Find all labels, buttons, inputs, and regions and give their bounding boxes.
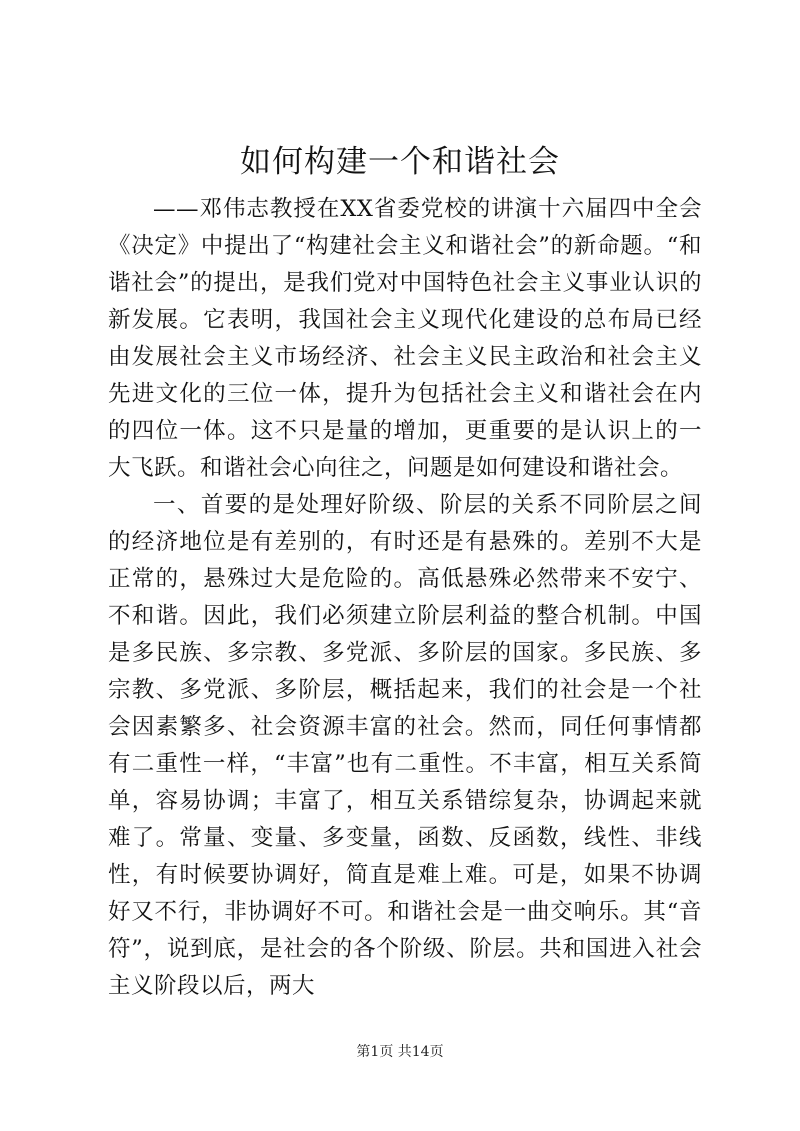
paragraph-intro: ——邓伟志教授在XX省委党校的讲演十六届四中全会《决定》中提出了“构建社会主义和谐社会”的新命题。“和谐社会”的提出，是我们党对中国特色社会主义事业认识的新发展。它表明，我国社会主义现代化建设的总布局已经由发展社会主义市场经济、社会主义民主政治和社会主义先进文化的三位一体，提升为包括社会主义和谐社会在内的四位一体。这不只是量的增加，更重要的是认识上的一大飞跃。和谐社会心向往之，问题是如何建设和谐社会。	[108, 196, 702, 481]
document-body	[108, 191, 702, 1005]
paragraph-section-one: 一、首要的是处理好阶级、阶层的关系不同阶层之间的经济地位是有差别的，有时还是有悬殊的。差别不大是正常的，悬殊过大是危险的。高低悬殊必然带来不安宁、不和谐。因此，我们必须建立阶层利益的整合机制。中国是多民族、多宗教、多党派、多阶层的国家。多民族、多宗教、多党派、多阶层，概括起来，我们的社会是一个社会因素繁多、社会资源丰富的社会。然而，同任何事情都有二重性一样，“丰富”也有二重性。不丰富，相互关系简单，容易协调；丰富了，相互关系错综复杂，协调起来就难了。常量、变量、多变量，函数、反函数，线性、非线性，有时候要协调好，简直是难上难。可是，如果不协调好又不行，非协调好不可。和谐社会是一曲交响乐。其“音符”，说到底，是社会的各个阶级、阶层。共和国进入社会主义阶段以后，两大	[108, 492, 702, 999]
page-title: 如何构建一个和谐社会	[240, 144, 560, 180]
page-footer: 第1页 共14页	[356, 1044, 444, 1060]
